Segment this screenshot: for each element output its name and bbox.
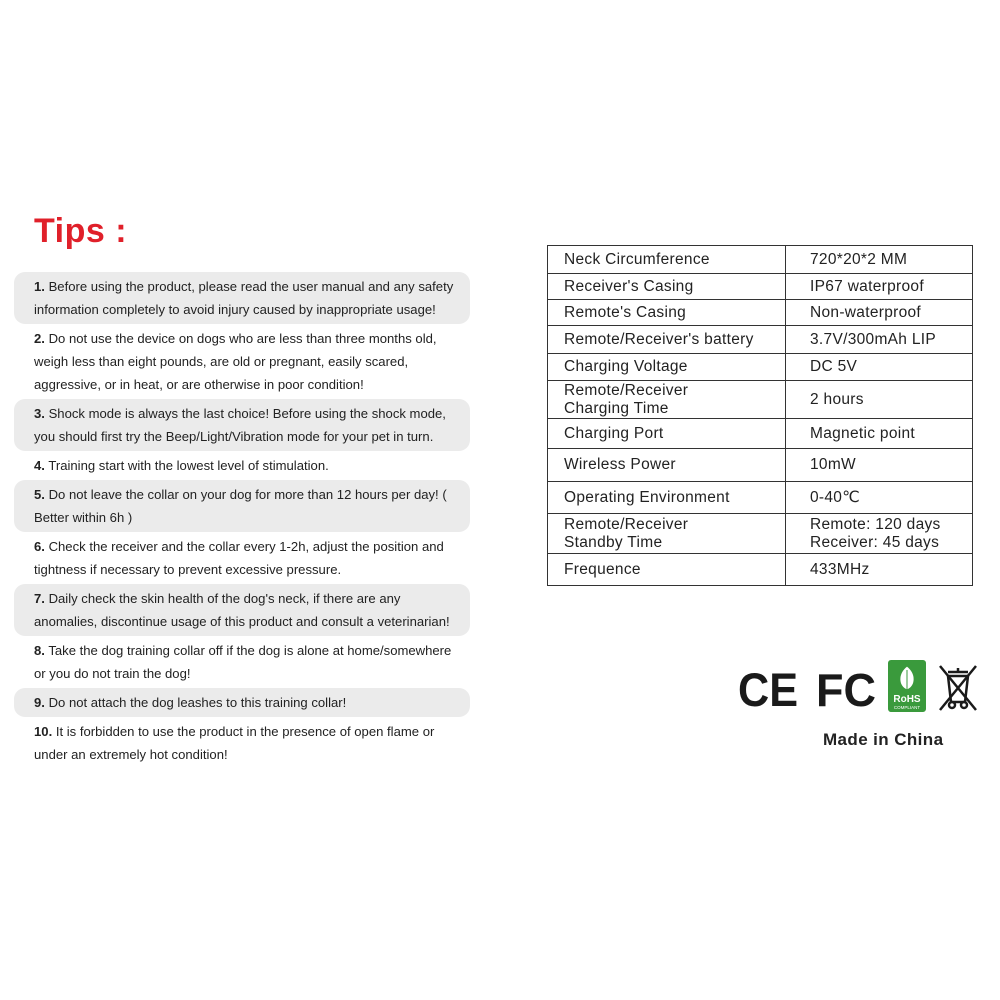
- spec-value: Non-waterproof: [786, 300, 973, 326]
- spec-key: Operating Environment: [548, 482, 786, 514]
- spec-row: [548, 354, 973, 381]
- svg-text:COMPLIANT: COMPLIANT: [893, 705, 921, 710]
- spec-row: [548, 419, 973, 449]
- tip-number: 1.: [34, 279, 45, 294]
- tip-number: 2.: [34, 331, 45, 346]
- spec-value: Magnetic point: [786, 419, 973, 449]
- tip-text: Before using the product, please read the user manual and any safety information completely to avoid injury caused by inappropriate usage!: [34, 279, 454, 317]
- spec-value: 10mW: [786, 449, 973, 482]
- tip-text: It is forbidden to use the product in the presence of open flame or under an extremely hot condition!: [34, 724, 435, 762]
- fcc-mark: [816, 666, 878, 710]
- tip-item: [14, 584, 470, 636]
- tip-item: [14, 688, 470, 717]
- spec-key: Remote/Receiver Charging Time: [548, 381, 786, 419]
- spec-row: [548, 300, 973, 326]
- tip-text: Do not use the device on dogs who are less than three months old, weigh less than eight pounds, are old or pregnant, easily scared, aggressive, or in heat, or are otherwise in poor condition!: [34, 331, 437, 392]
- spec-row: [548, 381, 973, 419]
- tip-item: [14, 636, 470, 688]
- tip-text: Do not leave the collar on your dog for more than 12 hours per day! ( Better within 6h ): [34, 487, 447, 525]
- spec-row: [548, 274, 973, 300]
- tip-number: 9.: [34, 695, 45, 710]
- svg-text:FC: FC: [816, 666, 876, 710]
- spec-value: 720*20*2 MM: [786, 246, 973, 274]
- spec-key: Remote/Receiver's battery: [548, 326, 786, 354]
- tip-text: Training start with the lowest level of stimulation.: [48, 458, 329, 473]
- tip-item: [14, 451, 470, 480]
- spec-row: [548, 246, 973, 274]
- tips-title: Tips :: [34, 212, 128, 250]
- spec-key: Receiver's Casing: [548, 274, 786, 300]
- spec-key: Remote's Casing: [548, 300, 786, 326]
- spec-row: [548, 326, 973, 354]
- spec-value: 3.7V/300mAh LIP: [786, 326, 973, 354]
- svg-text:CE: CE: [738, 666, 798, 710]
- spec-value: 2 hours: [786, 381, 973, 419]
- tip-item: [14, 324, 470, 399]
- tip-item: [14, 399, 470, 451]
- tip-text: Do not attach the dog leashes to this training collar!: [48, 695, 347, 710]
- tip-number: 8.: [34, 643, 45, 658]
- weee-bin-icon: [936, 662, 980, 712]
- tip-item: [14, 532, 470, 584]
- tip-number: 6.: [34, 539, 45, 554]
- tips-list: [14, 272, 470, 769]
- spec-row: [548, 514, 973, 554]
- tip-number: 5.: [34, 487, 45, 502]
- spec-key: Remote/Receiver Standby Time: [548, 514, 786, 554]
- spec-row: [548, 449, 973, 482]
- spec-key: Neck Circumference: [548, 246, 786, 274]
- rohs-mark: [888, 660, 926, 712]
- spec-value: IP67 waterproof: [786, 274, 973, 300]
- tip-text: Daily check the skin health of the dog's neck, if there are any anomalies, discontinue usage of this product and consult a veterinarian!: [34, 591, 450, 629]
- tip-item: [14, 717, 470, 769]
- spec-row: [548, 554, 973, 586]
- spec-key: Wireless Power: [548, 449, 786, 482]
- ce-mark: [738, 666, 800, 710]
- spec-value: DC 5V: [786, 354, 973, 381]
- certification-marks: [738, 660, 983, 716]
- tip-item: [14, 480, 470, 532]
- tip-text: Shock mode is always the last choice! Before using the shock mode, you should first try the Beep/Light/Vibration mode for your pet in turn.: [34, 406, 446, 444]
- tip-number: 7.: [34, 591, 45, 606]
- spec-value: 0-40℃: [786, 482, 973, 514]
- spec-row: [548, 482, 973, 514]
- tip-number: 3.: [34, 406, 45, 421]
- tip-item: [14, 272, 470, 324]
- spec-value: 433MHz: [786, 554, 973, 586]
- svg-text:RoHS: RoHS: [893, 694, 921, 705]
- spec-key: Charging Port: [548, 419, 786, 449]
- tip-text: Take the dog training collar off if the dog is alone at home/somewhere or you do not train the dog!: [34, 643, 452, 681]
- tip-text: Check the receiver and the collar every 1-2h, adjust the position and tightness if necessary to prevent excessive pressure.: [34, 539, 444, 577]
- tip-number: 4.: [34, 458, 45, 473]
- made-in-label: Made in China: [823, 730, 944, 749]
- spec-key: Frequence: [548, 554, 786, 586]
- tip-number: 10.: [34, 724, 53, 739]
- spec-key: Charging Voltage: [548, 354, 786, 381]
- spec-value: Remote: 120 days Receiver: 45 days: [786, 514, 973, 554]
- spec-table: [547, 245, 973, 586]
